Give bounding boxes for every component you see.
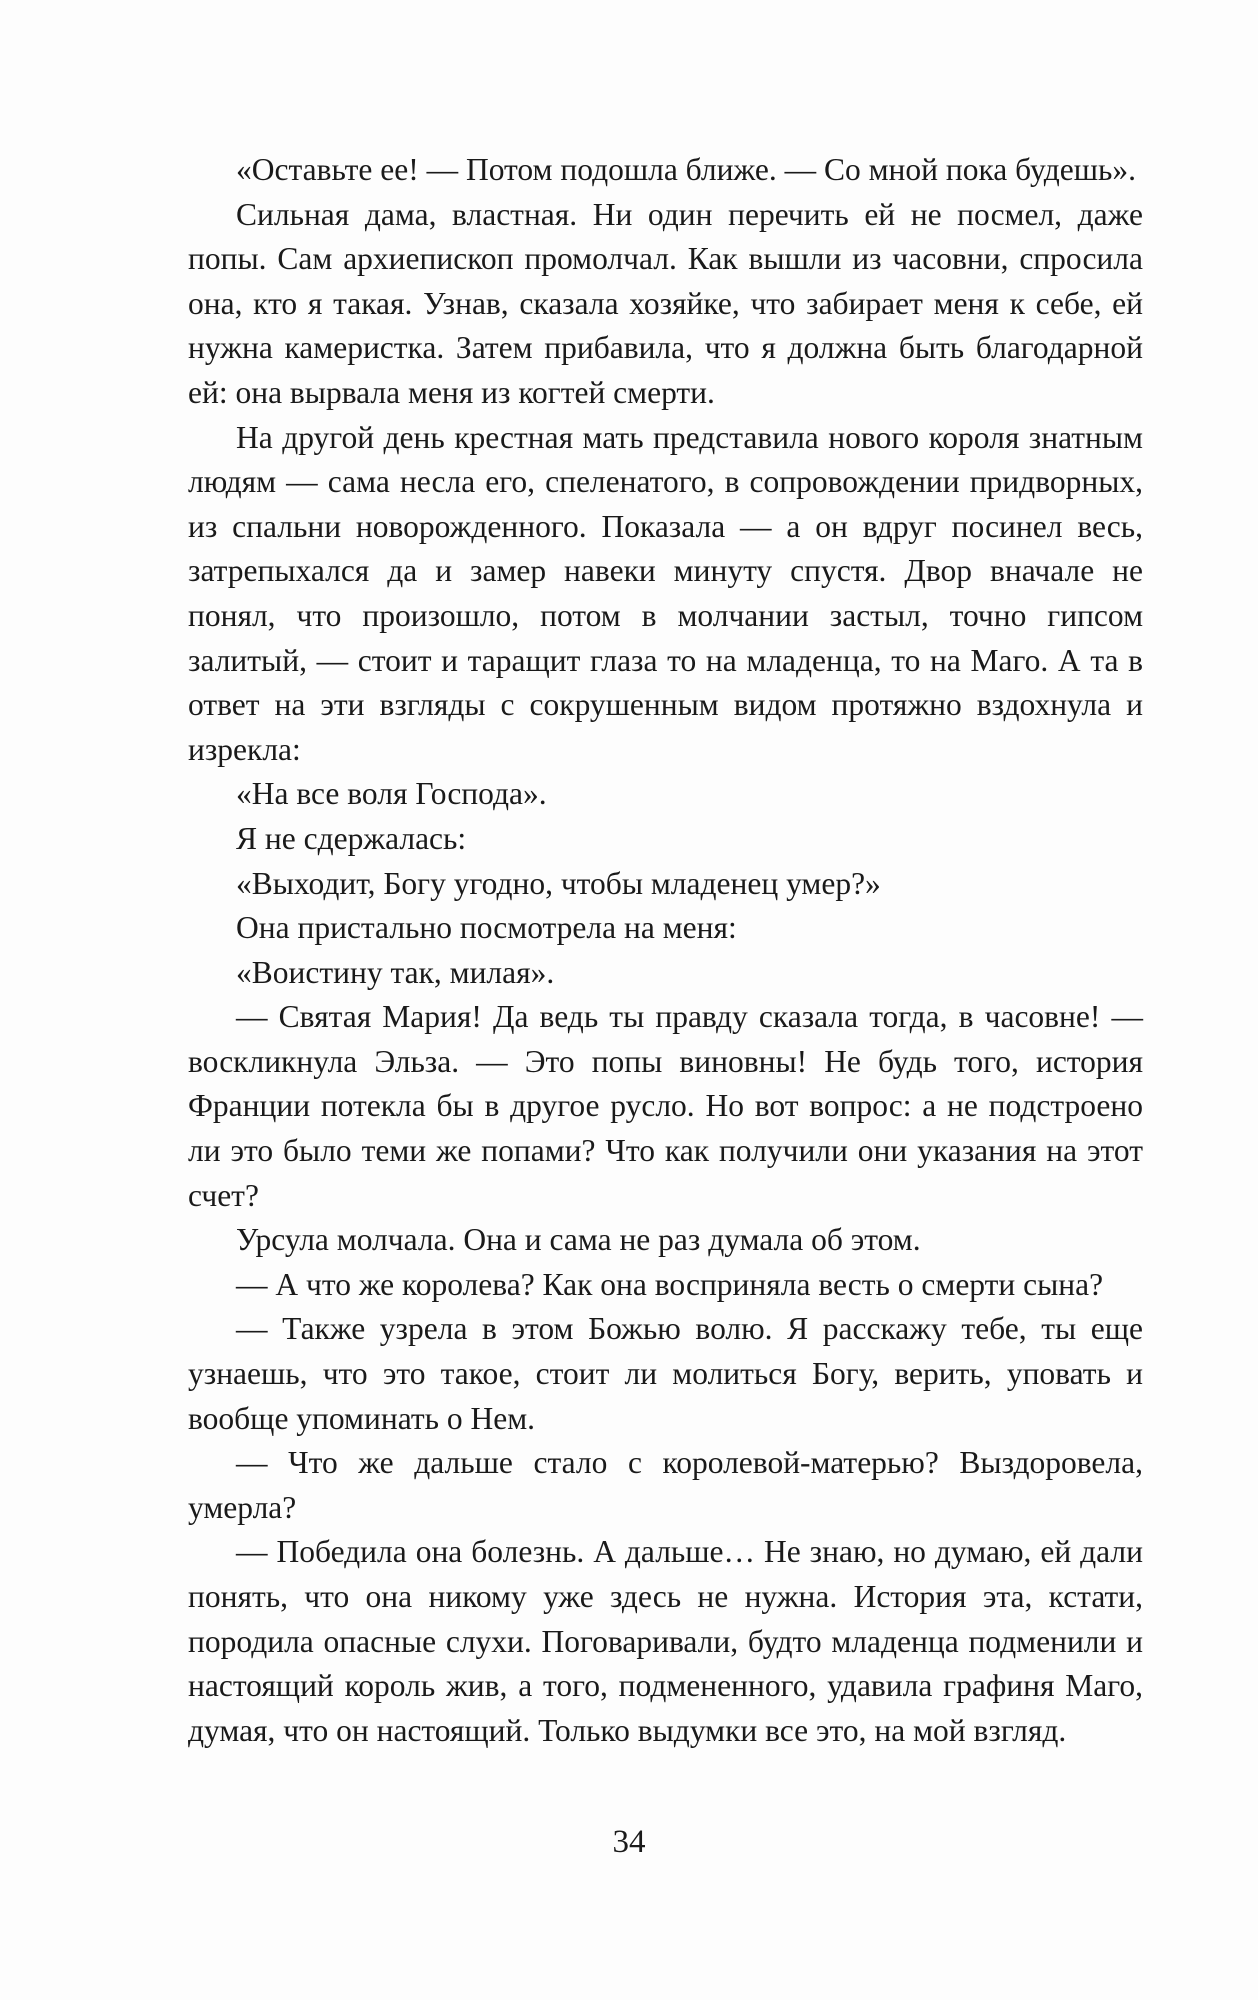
paragraph: Урсула молчала. Она и сама не раз думала об этом.	[236, 1222, 921, 1258]
paragraph: «Выходит, Богу угодно, чтобы младенец умер?»	[236, 865, 881, 901]
paragraph: «Оставьте ее! — Потом подошла ближе. — Со мной пока будешь».	[236, 152, 1136, 187]
paragraph: На другой день крестная мать представила нового короля знатным людям — сама несла его, спеленатого, в сопровождении придворных, из спальни новорожденного. Показала — а он вдруг посинел весь, затрепыхался да и замер навеки минуту спустя. Двор вначале не понял, что произошло, потом в молчании застыл, точно гипсом залитый, — стоит и таращит глаза то на младенца, то на Маго. А та в ответ на эти взгляды с сокрушенным видом протяжно вздохнула и изрекла:	[188, 419, 1143, 767]
page-number: 34	[612, 1824, 646, 1860]
paragraph: — Что же дальше стало с королевой-матерью? Выздоровела, умерла?	[188, 1445, 1143, 1525]
paragraph: — А что же королева? Как она восприняла весть о смерти сына?	[236, 1266, 1104, 1302]
paragraph: — Победила она болезнь. А дальше… Не знаю, но думаю, ей дали понять, что она никому уже здесь не нужна. История эта, кстати, породила опасные слухи. Поговаривали, будто младенца подменили и настоящий король жив, а того, подмененного, удавила графиня Маго, думая, что он настоящий. Только выдумки все это, на мой взгляд.	[188, 1534, 1143, 1748]
paragraph: «Воистину так, милая».	[236, 954, 555, 990]
paragraph: «На все воля Господа».	[236, 776, 547, 812]
paragraph: Она пристально посмотрела на меня:	[236, 910, 737, 946]
paragraph: — Также узрела в этом Божью волю. Я расскажу тебе, ты еще узнаешь, что это такое, стоит ли молиться Богу, верить, уповать и вообще упоминать о Нем.	[188, 1311, 1143, 1436]
paragraph: — Святая Мария! Да ведь ты правду сказала тогда, в часовне! — воскликнула Эльза. — Это попы виновны! Не будь того, история Франции потекла бы в другое русло. Но вот вопрос: а не подстроено ли это было теми же попами? Что как получили они указания на этот счет?	[188, 999, 1143, 1213]
paragraph: Я не сдержалась:	[236, 820, 467, 856]
body-text	[188, 148, 1143, 1753]
paragraph: Сильная дама, властная. Ни один перечить ей не посмел, даже попы. Сам архиепископ промолчал. Как вышли из часовни, спросила она, кто я такая. Узнав, сказала хозяйке, что забирает меня к себе, ей нужна камеристка. Затем прибавила, что я должна быть благодарной ей: она вырвала меня из когтей смерти.	[188, 196, 1143, 410]
